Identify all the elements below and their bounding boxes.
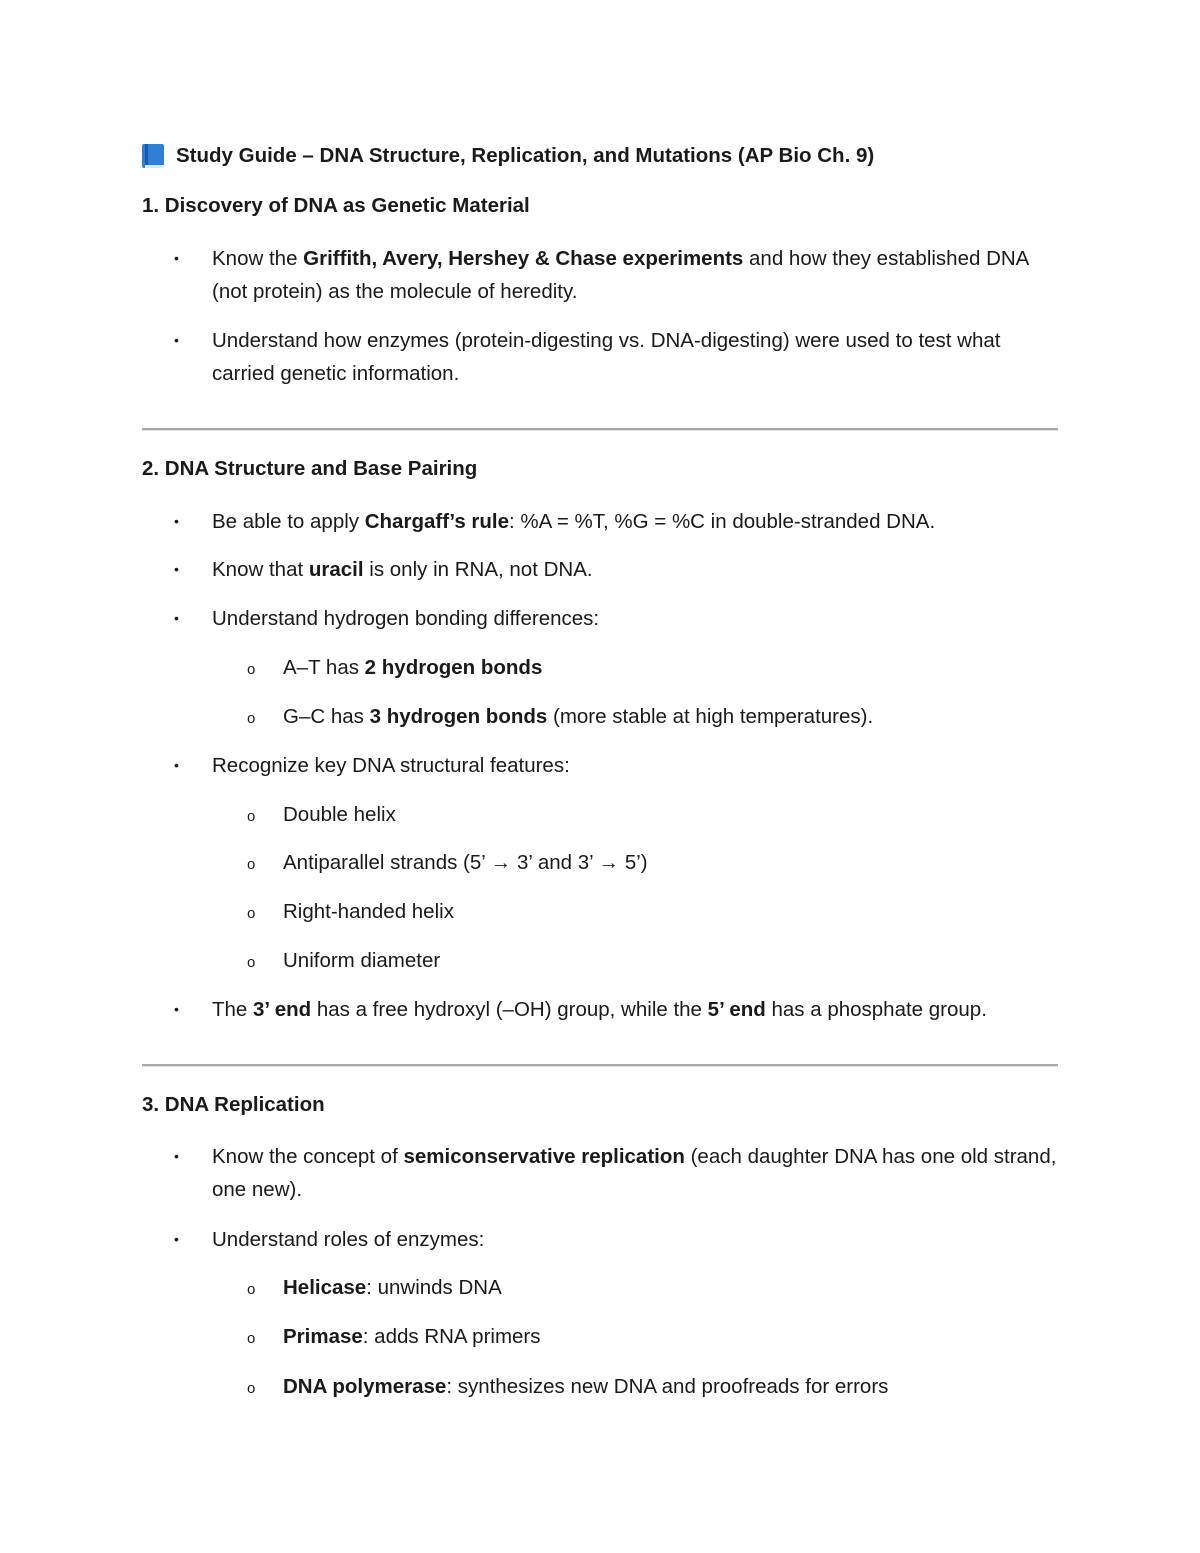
sub-bullet: o [247, 710, 256, 727]
sub-bullet: o [247, 1380, 256, 1397]
bullet: • [174, 1148, 179, 1164]
bullet: • [174, 1231, 179, 1247]
list-item: • Know that uracil is only in RNA, not DNA. [212, 553, 1062, 586]
section-heading: 2. DNA Structure and Base Pairing [142, 457, 478, 480]
sub-list-item: o DNA polymerase: synthesizes new DNA and proofreads for errors [283, 1370, 888, 1403]
list-item: • Recognize key DNA structural features: [212, 749, 1062, 782]
bullet: • [174, 1001, 179, 1017]
sub-bullet: o [247, 954, 256, 971]
section-heading: 3. DNA Replication [142, 1093, 325, 1116]
sub-list-item: o G–C has 3 hydrogen bonds (more stable at high temperatures). [283, 700, 873, 733]
bullet: • [174, 513, 179, 529]
bullet: • [174, 610, 179, 626]
sub-list-item: o A–T has 2 hydrogen bonds [283, 651, 542, 684]
list-item: • Know the Griffith, Avery, Hershey & Chase experiments and how they established DNA (not protein) as the molecule of heredity. [212, 242, 1062, 308]
bullet: • [174, 250, 179, 266]
blue-book-icon [142, 144, 164, 168]
sub-list-item: o Antiparallel strands (5’ → 3’ and 3’ → 5’) [283, 846, 648, 879]
sub-bullet: o [247, 1330, 256, 1347]
document-title: Study Guide – DNA Structure, Replication, and Mutations (AP Bio Ch. 9) [176, 144, 875, 167]
sub-list-item: o Double helix [283, 798, 396, 831]
document-title-row [142, 144, 874, 168]
list-item: • Understand roles of enzymes: [212, 1223, 1062, 1256]
sub-list-item: o Right-handed helix [283, 895, 454, 928]
horizontal-rule [142, 428, 1058, 430]
list-item: • Understand hydrogen bonding differences: [212, 602, 1062, 635]
list-item: • The 3’ end has a free hydroxyl (–OH) group, while the 5’ end has a phosphate group. [212, 993, 1062, 1026]
sub-bullet: o [247, 661, 256, 678]
bullet: • [174, 757, 179, 773]
horizontal-rule [142, 1064, 1058, 1066]
sub-list-item: o Uniform diameter [283, 944, 440, 977]
list-item: • Be able to apply Chargaff’s rule: %A = %T, %G = %C in double-stranded DNA. [212, 505, 1062, 538]
sub-bullet: o [247, 1281, 256, 1298]
sub-list-item: o Primase: adds RNA primers [283, 1320, 541, 1353]
bullet: • [174, 332, 179, 348]
sub-bullet: o [247, 905, 256, 922]
bullet: • [174, 561, 179, 577]
list-item: • Understand how enzymes (protein-digesting vs. DNA-digesting) were used to test what carried genetic information. [212, 324, 1062, 390]
section-heading: 1. Discovery of DNA as Genetic Material [142, 194, 530, 217]
sub-list-item: o Helicase: unwinds DNA [283, 1271, 502, 1304]
sub-bullet: o [247, 808, 256, 825]
list-item: • Know the concept of semiconservative replication (each daughter DNA has one old strand, one new). [212, 1140, 1062, 1206]
sub-bullet: o [247, 856, 256, 873]
